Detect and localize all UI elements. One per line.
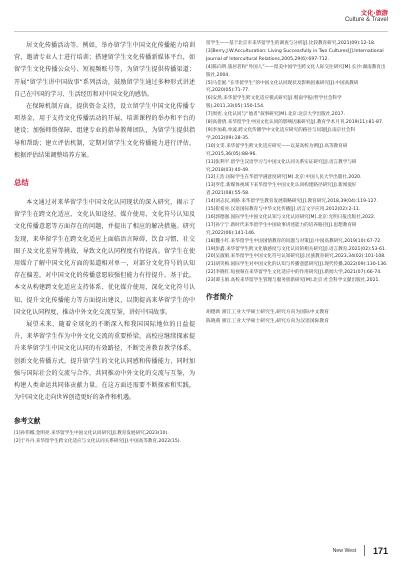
body-paragraph: 在保障机制方面，提供资金支持，设立留学生中国文化传播专项基金，用于支持文化传播活动的开展、培训课程的举办和平台的建设；加强师资保障，组建专业的指导教师团队，为留学生提供指导和帮助；建立评估机制，定期对留学生文化传播能力进行评估，根据评估结果调整培养方案。 xyxy=(14,103,195,159)
reference-item: [10]文雯.来华留学生跨文化适应研究——以某高校为例[J].高等教育研究,2015,36(05):88-96. xyxy=(206,143,348,157)
body-paragraph: 展望未来，随着全球化的不断深入和我国国际地位的日益提升，来华留学生作为中外文化交流的重要桥梁，高校应继续探索提升来华留学生中国文化认同的有效路径，不断完善教育教学体系，创新文化传播方式，提升留学生的文化认同感和传播能力，同时加强与国际社会的交流与合作，共同推动中外文化的交流与互鉴，为构建人类命运共同体贡献力量。在这方面还需要不断探索和实践，为中国文化走向世界创造更好的条件和机遇。 xyxy=(14,321,195,402)
reference-item: [21]胡笑梅.国际学生对中国文化的认知与传播意愿研究[J].现代传播,2022(09):130-136. xyxy=(206,262,388,268)
header-rule xyxy=(14,31,388,32)
reference-item: [3]Berry,J.W.Acculturation: Living Successfully in Two Cultures[J].International Journal of Intercultural Relations,2005,29(6):697-712. xyxy=(206,48,384,62)
left-column xyxy=(14,40,195,446)
reference-item: 留学生——基于北京市来华留学生的调查与分析[J].比较教育研究,2021(09):12-18. xyxy=(206,41,376,46)
references-heading: 参考文献 xyxy=(14,417,41,426)
section-title-cn: 文化·旅游 xyxy=(360,10,388,17)
page-header xyxy=(345,10,388,24)
page-number: 171 xyxy=(372,545,388,556)
summary-heading: 总结 xyxy=(14,178,29,188)
author-bio: 陈晓萌 浙江工业大学硕士研究生,研究方向为汉语国际教育 xyxy=(206,319,329,325)
reference-item: [17]孙宁宁.新时代来华留学生中国故事讲述能力的培养路径[J].思想教育研究,2022(06):141-146. xyxy=(206,222,357,236)
reference-item: [14]刘志民,刘路.来华留学生教育发展策略研究[J].教育研究,2018,39(04):119-127. xyxy=(206,199,378,205)
reference-item: [15]崔希亮.汉语国际教育与中华文化传播[J].语言文字应用,2012(02):2-11. xyxy=(206,207,361,213)
reference-item: [11]张利平.留学生汉语学习与中国文化认同关系实证研究[J].语言教学与研究,2018(03):40-49. xyxy=(206,159,357,173)
reference-item: [18]魏小红.来华留学生中国国情教育的问题与对策[J].中国高教研究,2019(10):67-72. xyxy=(206,238,382,244)
reference-item: [8]高倩倩.来华留学生中国文化认同的影响因素研究[J].教育学术月刊,2019(11):81-87. xyxy=(206,120,384,126)
reference-item: [5]马佳妮.“在华留学生”的中国文化认同现状及影响因素研究[J].中国高教研究,2020(05):71-77. xyxy=(206,80,359,94)
author-bio: 胡德新 浙江工业大学硕士研究生,研究方向为国际中文教育 xyxy=(206,310,329,316)
page-footer xyxy=(333,545,388,556)
reference-item: [16]郭德强.国际学生中国文化认知与文化认同研究[M].北京:光明日报出版社,2022. xyxy=(206,214,376,220)
section-title-en: Culture & Travel xyxy=(344,17,388,24)
body-paragraph: 本文通过对来华留学生中国文化认同现状的深入研究，揭示了留学生在跨文化适应、文化认知途径、媒介使用、文化符号认知及文化传播意愿等方面存在的问题，并提出了相应的解决措施。研究发现，来华留学生在跨文化适应上面临语言障碍、饮食习惯、社交圈子及文化差异等挑战，导致文化认同程度有待提高。留学生在使用媒介了解中国文化方面的渠道相对单一，对部分文化符号的认知存在偏差，对中国文化的传播意愿较强但能力有待提升。基于此，本文从构建跨文化适应支持体系、优化媒介使用、深化文化符号认知、提升文化传播能力等方面提出建议，以期提高来华留学生的中国文化认同程度，推动中外文化交流互鉴，讲好中国故事。 xyxy=(14,199,195,316)
reference-item: [1]孙伟娜,金明亮.来华留学生中国文化认同研究[J].教育发展研究,2023(10). xyxy=(14,431,169,437)
body-paragraph: 居文化传播活动等。例如，举办留学生中国文化传播能力培训营，邀请专业人士进行培训；搭建留学生文化传播新媒体平台，如留学生文化传播公众号、短视频账号等，为留学生提供传播渠道；开展“留学生讲中国故事”系列活动，鼓励留学生通过多种形式讲述自己在中国的学习、生活经历和对中国文化的感悟。 xyxy=(14,42,195,98)
journal-name: New West xyxy=(332,547,357,554)
footer-divider xyxy=(364,545,365,556)
reference-item: [7]周宪.文化认同与“他者”叙事研究[M].北京:北京大学出版社,2017. xyxy=(206,112,345,118)
reference-item: [23]谭玉娟.高校来华留学生管理与服务创新研究[M].北京:社会科学文献出版社,2021. xyxy=(206,278,380,284)
right-column xyxy=(206,40,388,326)
reference-item: [19]彭鑫.来华留学生跨文化敏感度与文化认同的相关研究[J].语言教育,2021(02):53-61. xyxy=(206,246,387,252)
reference-item: [12]王浩.国际学生在华留学满意度研究[M].北京:中国人民大学出版社,2020. xyxy=(206,175,362,181)
reference-item: [20]吴淑娟.来华留学生中国文化符号认知研究[J].民族教育研究,2023,34(02):101-108. xyxy=(206,254,386,260)
author-info-heading: 作者简介 xyxy=(206,293,234,302)
reference-item: [22]李晓红.短视频在来华留学生文化适应中的作用研究[J].新闻大学,2021(07):66-74. xyxy=(206,270,382,276)
reference-item: [6]安然.来华留学生跨文化适应模式研究[J].暨南学报(哲学社会科学版),2011,33(05):150-154. xyxy=(206,96,342,110)
reference-item: [13]罗佳.新媒体视域下来华留学生中国文化认同构建路径研究[J].新闻爱好者,2021(08):55-58. xyxy=(206,183,357,197)
reference-item: [2]于丹丹.来华留学生跨文化适应与文化认同关系研究[J].中国高等教育,2022(15). xyxy=(14,439,182,445)
reference-item: [9]李加莉,单波.跨文化传播学中文化适应研究的路径与问题[J].南京社会科学,2012(09):28-35. xyxy=(206,127,356,141)
reference-item: [4]陈向明.旅居者和“外国人”——留美中国学生跨文化人际交往研究[M].长沙:湖南教育出版社,2004. xyxy=(206,64,386,78)
